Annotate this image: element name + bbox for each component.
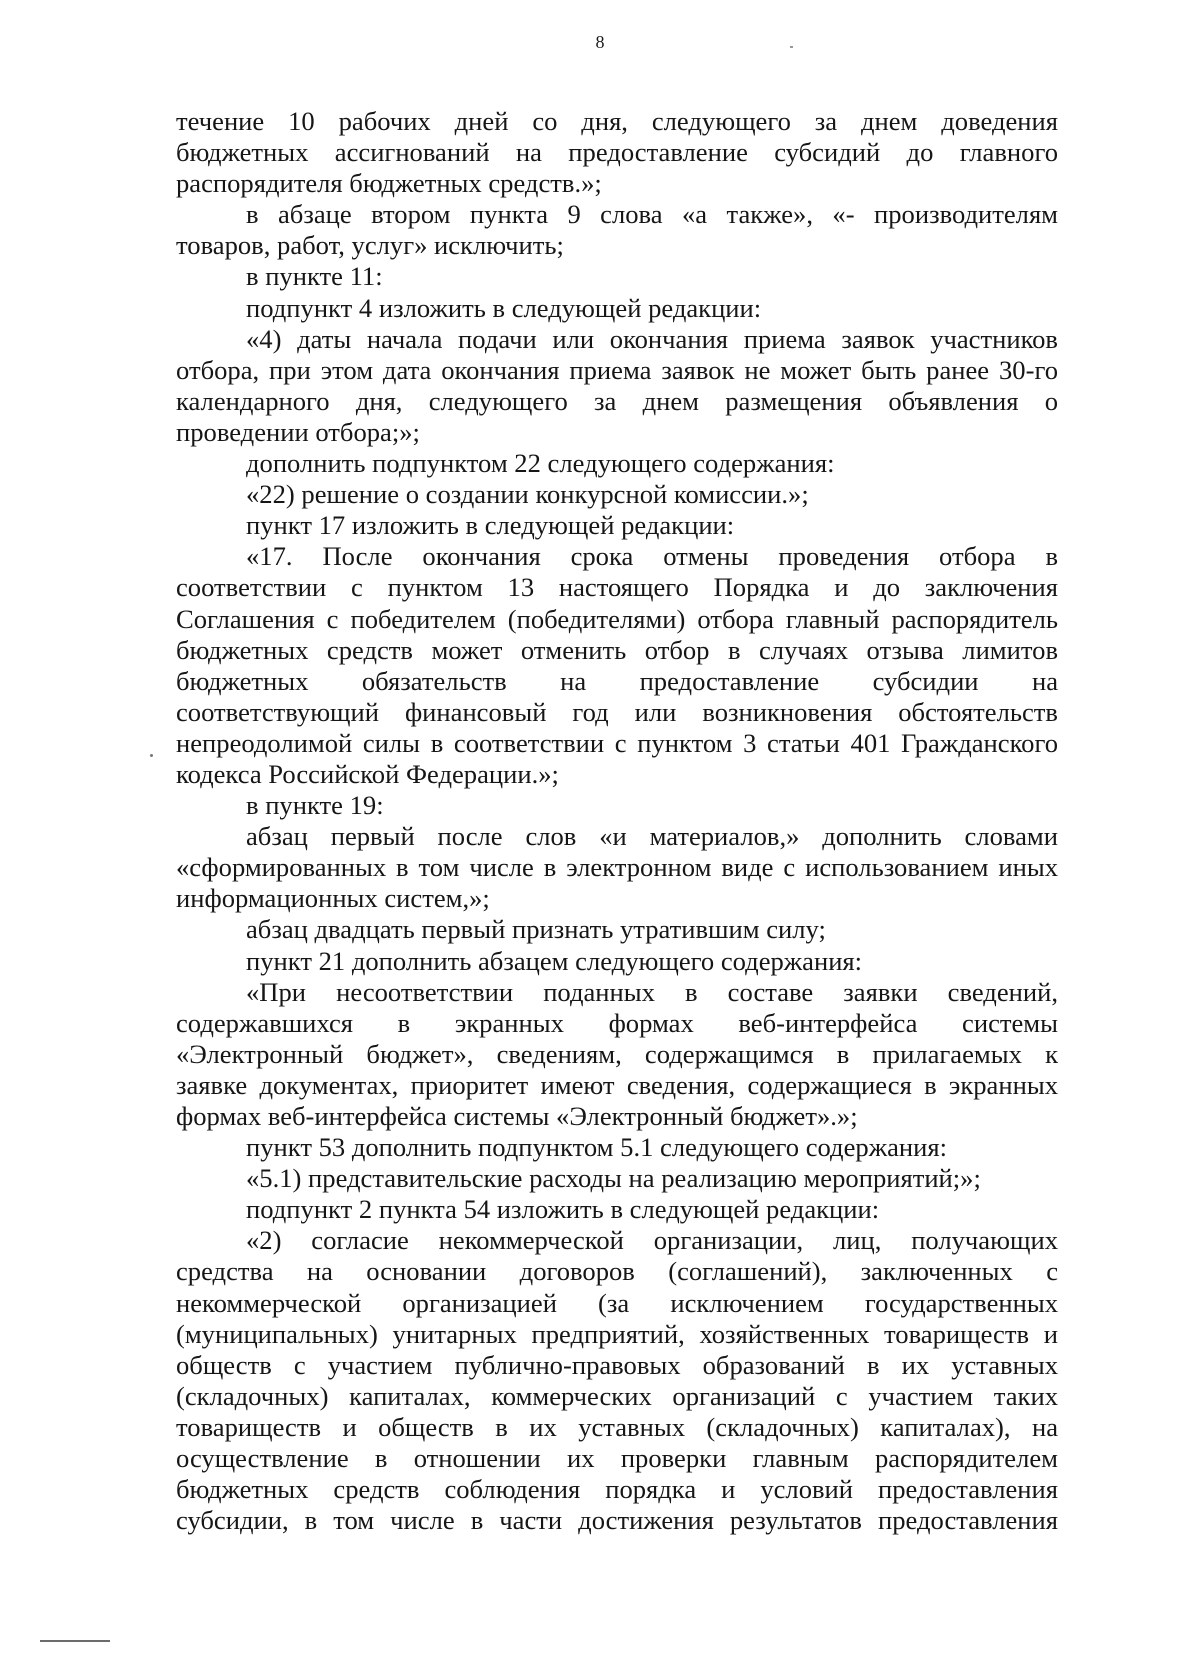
text-line: товаров, работ, услуг» исключить; bbox=[176, 230, 564, 261]
text-line: соответствии с пунктом 13 настоящего Порядка и до заключения bbox=[176, 572, 1058, 603]
text-line: бюджетных средств соблюдения порядка и условий предоставления bbox=[176, 1474, 1058, 1505]
text-line: заявке документах, приоритет имеют сведения, содержащиеся в экранных bbox=[176, 1069, 1058, 1100]
text-line: «22) решение о создании конкурсной комиссии.»; bbox=[246, 479, 809, 510]
text-line: «4) даты начала подачи или окончания приема заявок участников bbox=[246, 323, 1058, 354]
text-line: «сформированных в том числе в электронном виде с использованием иных bbox=[176, 852, 1058, 883]
text-line: проведении отбора;»; bbox=[176, 416, 420, 447]
text-line: субсидии, в том числе в части достижения результатов предоставления bbox=[176, 1505, 1058, 1536]
text-line: осуществление в отношении их проверки главным распорядителем bbox=[176, 1443, 1058, 1474]
text-line: в пункте 11: bbox=[246, 261, 383, 292]
text-line: кодекса Российской Федерации.»; bbox=[176, 758, 559, 789]
text-line: (муниципальных) унитарных предприятий, хозяйственных товариществ и bbox=[176, 1318, 1058, 1349]
text-line: дополнить подпунктом 22 следующего содержания: bbox=[246, 448, 835, 479]
text-line: отбора, при этом дата окончания приема заявок не может быть ранее 30-го bbox=[176, 354, 1058, 385]
text-line: пункт 17 изложить в следующей редакции: bbox=[246, 510, 735, 541]
text-line: в абзаце втором пункта 9 слова «а также», «- производителям bbox=[246, 199, 1058, 230]
text-line: распорядителя бюджетных средств.»; bbox=[176, 168, 602, 199]
text-line: соответствующий финансовый год или возникновения обстоятельств bbox=[176, 696, 1058, 727]
text-line: подпункт 2 пункта 54 изложить в следующей редакции: bbox=[246, 1194, 880, 1225]
text-line: средства на основании договоров (соглашений), заключенных с bbox=[176, 1256, 1058, 1287]
text-line: пункт 53 дополнить подпунктом 5.1 следующего содержания: bbox=[246, 1132, 947, 1163]
scan-speck bbox=[150, 754, 153, 757]
text-line: «17. После окончания срока отмены проведения отбора в bbox=[246, 541, 1058, 572]
text-line: бюджетных средств может отменить отбор в случаях отзыва лимитов bbox=[176, 634, 1058, 665]
text-line: формах веб-интерфейса системы «Электронный бюджет».»; bbox=[176, 1101, 858, 1131]
text-line: «5.1) представительские расходы на реализацию мероприятий;»; bbox=[246, 1163, 981, 1194]
document-body bbox=[176, 106, 1058, 1536]
text-line: непреодолимой силы в соответствии с пунктом 3 статьи 401 Гражданского bbox=[176, 727, 1058, 758]
text-line: абзац двадцать первый признать утратившим силу; bbox=[246, 914, 826, 945]
text-line: подпункт 4 изложить в следующей редакции: bbox=[246, 292, 762, 323]
text-line: бюджетных обязательств на предоставление субсидии на bbox=[176, 665, 1058, 696]
text-line: течение 10 рабочих дней со дня, следующего за днем доведения bbox=[176, 106, 1058, 136]
text-line: «При несоответствии поданных в составе заявки сведений, bbox=[246, 976, 1058, 1007]
text-line: содержавшихся в экранных формах веб-интерфейса системы bbox=[176, 1007, 1058, 1038]
text-line: календарного дня, следующего за днем размещения объявления о bbox=[176, 385, 1058, 416]
text-line: «2) согласие некоммерческой организации, лиц, получающих bbox=[246, 1225, 1058, 1256]
scan-mark bbox=[40, 1640, 110, 1642]
text-line: (складочных) капиталах, коммерческих организаций с участием таких bbox=[176, 1380, 1058, 1411]
text-line: товариществ и обществ в их уставных (складочных) капиталах), на bbox=[176, 1411, 1058, 1442]
text-line: некоммерческой организацией (за исключением государственных bbox=[176, 1287, 1058, 1318]
text-line: абзац первый после слов «и материалов,» дополнить словами bbox=[246, 821, 1058, 852]
text-line: бюджетных ассигнований на предоставление субсидий до главного bbox=[176, 137, 1058, 168]
scan-speck bbox=[790, 46, 793, 48]
text-line: «Электронный бюджет», сведениям, содержащимся в прилагаемых к bbox=[176, 1038, 1058, 1069]
text-line: информационных систем,»; bbox=[176, 883, 490, 914]
text-line: в пункте 19: bbox=[246, 790, 384, 821]
text-line: Соглашения с победителем (победителями) отбора главный распорядитель bbox=[176, 603, 1058, 634]
page-number: 8 bbox=[595, 32, 605, 52]
text-line: обществ с участием публично-правовых образований в их уставных bbox=[176, 1349, 1058, 1380]
text-line: пункт 21 дополнить абзацем следующего содержания: bbox=[246, 945, 863, 976]
